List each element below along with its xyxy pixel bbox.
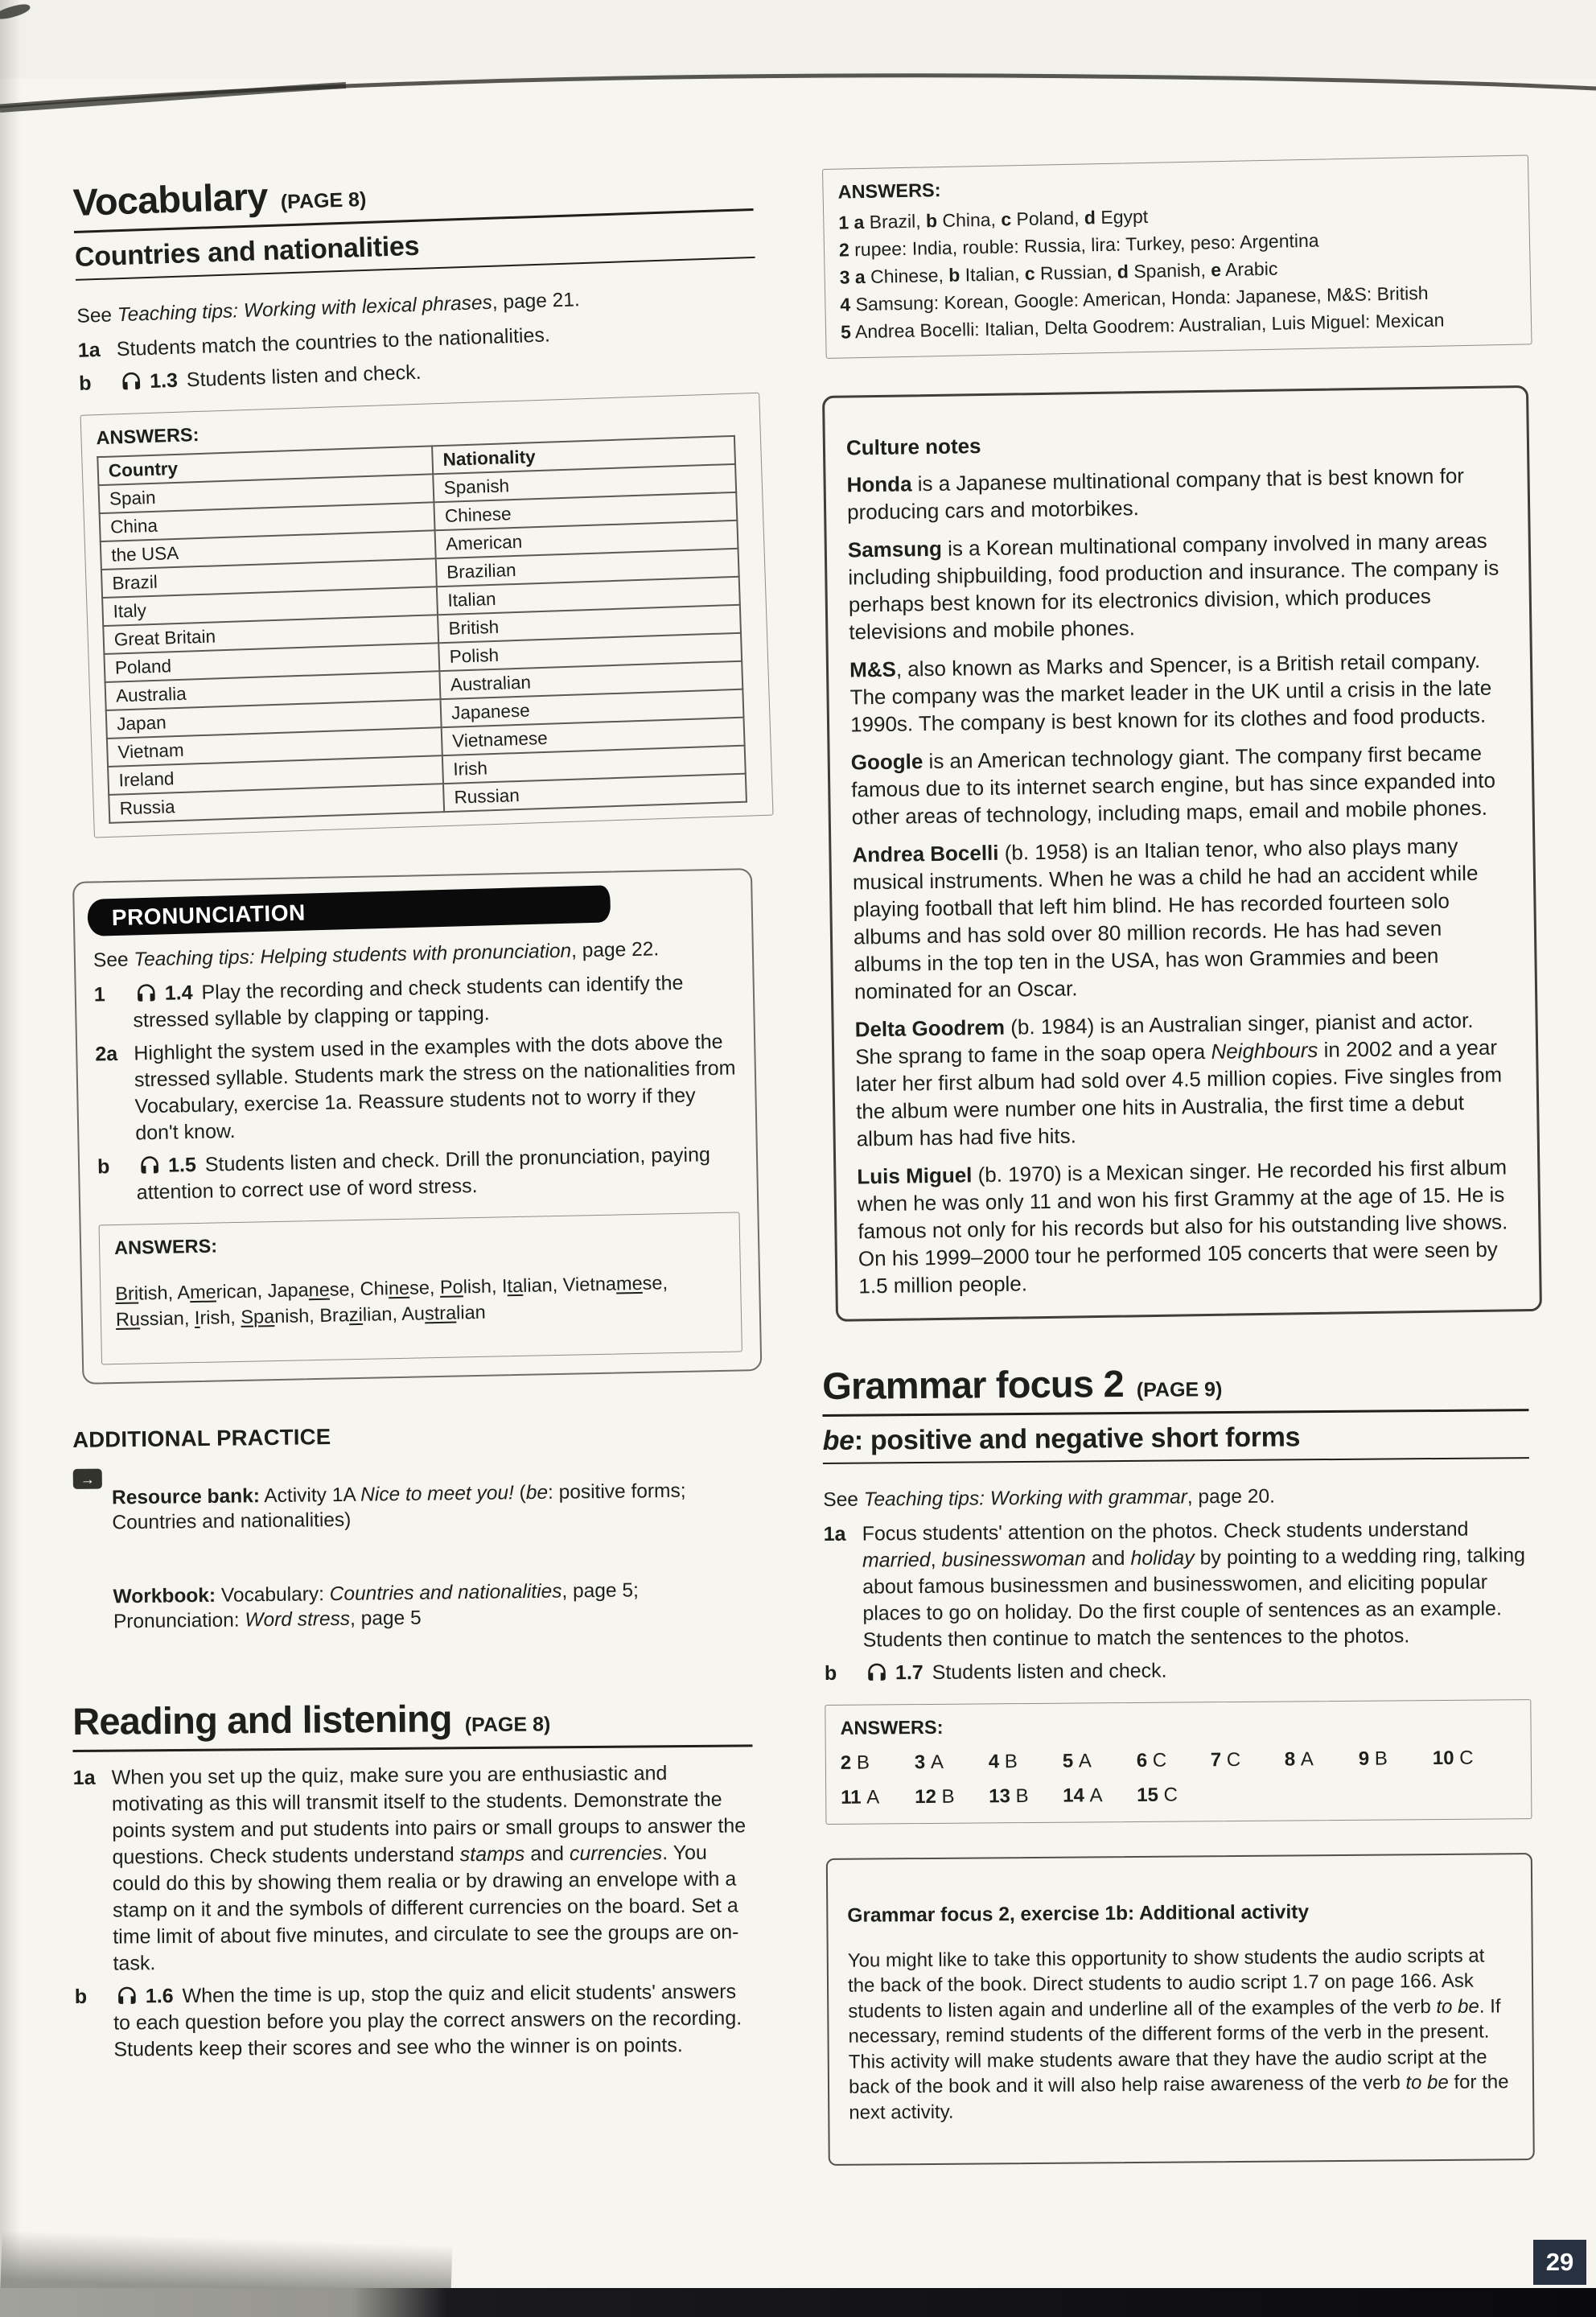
reading-listening-heading bbox=[72, 1698, 752, 1753]
text-line: Honda is a Japanese multinational company that is best known for producing cars and motorbikes. bbox=[846, 463, 1465, 525]
page-number bbox=[1533, 2240, 1586, 2285]
step-text: 1.7 Students listen and check. bbox=[863, 1655, 1531, 1687]
culture-notes-box bbox=[822, 385, 1542, 1322]
answers-label: ANSWERS: bbox=[837, 179, 941, 203]
answer-pair: 7 C bbox=[1210, 1749, 1241, 1772]
scan-top-margin bbox=[0, 0, 1596, 79]
table-cell: Chinese bbox=[434, 492, 737, 530]
answer-pair: 2 B bbox=[840, 1751, 870, 1775]
arrow-right-icon: → bbox=[80, 1471, 95, 1488]
table-cell: Ireland bbox=[108, 755, 443, 795]
exercise-step bbox=[95, 1029, 738, 1148]
banner-label: PRONUNCIATION bbox=[111, 899, 306, 930]
answer-pair: 3 A bbox=[914, 1751, 944, 1774]
step-text: 1.3 Students listen and check. bbox=[117, 348, 759, 396]
table-cell: Poland bbox=[104, 643, 439, 682]
answer-pair: 14 A bbox=[1063, 1784, 1103, 1807]
pronunciation-section bbox=[72, 868, 762, 1385]
step-number: 1a bbox=[77, 339, 101, 363]
additional-activity-title: Grammar focus 2, exercise 1b: Additional activity bbox=[847, 1901, 1310, 1927]
exercise-steps bbox=[77, 315, 759, 397]
answers-label: ANSWERS: bbox=[113, 1235, 218, 1259]
text-line: 2 rupee: India, rouble: Russia, lira: Turkey, peso: Argentina bbox=[838, 229, 1319, 261]
table-cell: American bbox=[435, 521, 738, 558]
exercise-step bbox=[825, 1655, 1531, 1687]
answers-row bbox=[841, 1744, 1516, 1776]
grammar-focus-section bbox=[822, 1361, 1535, 2166]
step-number: 1 bbox=[93, 983, 106, 1006]
resource-bank-icon bbox=[73, 1469, 102, 1489]
step-text: When you set up the quiz, make sure you are enthusiastic and motivating as this will transmit itself to the students. Demonstrate the points system and put students into pairs or small groups to answer the questions. Check students understand stamps and currencies. You could do this by showing them realia or by drawing an envelope with a stamp on it and the symbols of different currencies on the board. Set a time limit of about five minutes, and circulate to see the groups are on-task. bbox=[111, 1762, 747, 1975]
table-cell: Brazilian bbox=[436, 549, 739, 586]
step-number: b bbox=[74, 1986, 88, 2009]
answer-pair: 4 B bbox=[988, 1751, 1018, 1773]
exercise-steps bbox=[824, 1516, 1532, 1687]
scan-bottom-bar bbox=[0, 2288, 1596, 2317]
audio-track-number: 1.7 bbox=[895, 1661, 923, 1685]
answer-pair: 11 A bbox=[841, 1786, 880, 1809]
step-number: b bbox=[78, 372, 92, 396]
answer-pair: 12 B bbox=[915, 1785, 955, 1809]
exercise-step bbox=[94, 969, 736, 1035]
culture-notes-title: Culture notes bbox=[845, 434, 981, 460]
table-cell: Australian bbox=[439, 661, 742, 699]
exercise-steps bbox=[94, 969, 739, 1208]
answer-pair: 5 A bbox=[1062, 1750, 1092, 1772]
step-text: 1.6 When the time is up, stop the quiz and elicit students' answers to each question before you play the correct answers on the recording. Students keep their scores and see who the winner is on points. bbox=[113, 1980, 742, 2061]
answers-box bbox=[99, 1212, 742, 1365]
exercise-steps bbox=[73, 1760, 755, 2064]
additional-practice-section bbox=[72, 1418, 755, 1654]
grammar-focus-heading bbox=[822, 1361, 1528, 1417]
headphones-icon bbox=[115, 1985, 139, 2009]
audio-track-number: 1.3 bbox=[149, 369, 179, 393]
table-cell: Polish bbox=[438, 633, 742, 671]
lesson-subtitle: be: positive and negative short forms bbox=[823, 1422, 1529, 1464]
resource-bank-text: Resource bank: Activity 1A Nice to meet you! (be: positive forms; Countries and nationalities) bbox=[111, 1480, 686, 1534]
text-line: Andrea Bocelli (b. 1958) is an Italian tenor, who also plays many musical instruments. When he was a child he had an accident while playing football that left him blind. He has recorded fourteen solo albums and has sold over 80 million records. He has had seven albums in the top ten in the USA, has won Grammies and been nominated for an Oscar. bbox=[852, 833, 1479, 1004]
resource-bank-item bbox=[73, 1458, 754, 1555]
table-cell: Japanese bbox=[441, 689, 744, 727]
vocabulary-heading bbox=[72, 161, 754, 233]
text-line: 5 Andrea Bocelli: Italian, Delta Goodrem: Australian, Luis Miguel: Mexican bbox=[840, 309, 1445, 343]
page-reference: (PAGE 8) bbox=[280, 187, 367, 214]
quiz-answers-lines bbox=[838, 197, 1516, 345]
table-cell: Great Britain bbox=[103, 615, 438, 654]
table-cell: Irish bbox=[442, 746, 746, 784]
additional-activity-box bbox=[826, 1853, 1535, 2166]
audio-track-number: 1.4 bbox=[164, 982, 193, 1005]
step-number: 2a bbox=[95, 1043, 118, 1066]
step-number: 1a bbox=[823, 1522, 846, 1546]
answer-pair: 6 C bbox=[1136, 1749, 1167, 1772]
headphones-icon bbox=[134, 982, 159, 1006]
text-line: Samsung is a Korean multinational company involved in many areas including shipbuilding, food production and insurance. The company is perhaps best known for its electronics division, which produces televisions and mobile phones. bbox=[847, 528, 1499, 644]
table-cell: Japan bbox=[106, 699, 442, 739]
step-text: Focus students' attention on the photos. Check students understand married, businesswoman and holiday by pointing to a wedding ring, talking about famous businessmen and businesswomen, and eliciting popular places to go on holiday. Do the first couple of sentences as an example. Students then continue to match the sentences to the photos. bbox=[862, 1517, 1526, 1652]
table-cell: Italy bbox=[102, 586, 438, 626]
section-title: Vocabulary bbox=[72, 174, 269, 224]
table-cell: Brazil bbox=[101, 558, 437, 598]
table-cell: British bbox=[438, 605, 741, 643]
left-column bbox=[72, 174, 752, 2070]
culture-notes-paragraphs bbox=[846, 461, 1518, 1299]
workbook-item bbox=[74, 1557, 755, 1654]
text-line: Luis Miguel (b. 1970) is a Mexican singer. He recorded his first album when he was only 11 and won his first Grammy at the age of 15. He is famous not only for his records but also for his outstanding live shows. On his 1999–2000 tour he performed 105 concerts that were seen by 1.5 million people. bbox=[857, 1154, 1508, 1298]
voc-table-body bbox=[98, 464, 746, 823]
text-line: 4 Samsung: Korean, Google: American, Honda: Japanese, M&S: British bbox=[840, 282, 1429, 315]
text-line: Delta Goodrem (b. 1984) is an Australian singer, pianist and actor. She sprang to fame in the soap opera Neighbours in 2002 and a year later her first album had sold over 4.5 million copies. Five singles from the album were number one hits in Australia, the first time a debut album has had five hits. bbox=[854, 1008, 1503, 1151]
table-cell: Spain bbox=[98, 475, 434, 514]
additional-practice-title: ADDITIONAL PRACTICE bbox=[72, 1424, 331, 1453]
exercise-step bbox=[97, 1142, 739, 1208]
column-header: Country bbox=[97, 447, 433, 486]
grammar-answer-rows bbox=[841, 1744, 1517, 1811]
teaching-tip-reference: See Teaching tips: Helping students with pronunciation, page 22. bbox=[93, 938, 660, 972]
table-cell: China bbox=[100, 503, 435, 542]
reading-listening-section bbox=[72, 1698, 755, 2064]
page-reference: (PAGE 8) bbox=[464, 1713, 551, 1737]
table-cell: Spanish bbox=[433, 464, 736, 502]
table-cell: Russian bbox=[443, 774, 747, 812]
stressed-words-list: British, American, Japanese, Chinese, Polish, Italian, Vietnamese, Russian, Irish, Spanish, Brazilian, Australian bbox=[115, 1271, 668, 1330]
audio-track-number: 1.5 bbox=[167, 1154, 197, 1177]
section-title: Grammar focus 2 bbox=[821, 1362, 1124, 1407]
headphones-icon bbox=[138, 1154, 162, 1179]
table-cell: Italian bbox=[437, 577, 740, 615]
scan-left-shadow bbox=[0, 0, 21, 2317]
table-cell: Vietnam bbox=[107, 727, 442, 767]
step-text: Highlight the system used in the examples with the dots above the stressed syllable. Students mark the stress on the nationalities from Vocabulary, exercise 1a. Reassure students not to worry if they don't know. bbox=[134, 1031, 736, 1145]
pronunciation-banner bbox=[87, 886, 611, 937]
column-header: Nationality bbox=[432, 436, 735, 474]
step-number: 1a bbox=[72, 1766, 96, 1790]
page-reference: (PAGE 9) bbox=[1136, 1378, 1223, 1401]
right-column bbox=[822, 169, 1528, 2166]
page-number-value: 29 bbox=[1545, 2248, 1574, 2276]
grammar-answers-box bbox=[825, 1699, 1532, 1825]
answer-pair: 10 C bbox=[1432, 1747, 1474, 1770]
step-text: 1.5 Students listen and check. Drill the pronunciation, paying attention to correct use of word stress. bbox=[136, 1143, 711, 1204]
step-number: b bbox=[824, 1662, 837, 1685]
vocabulary-section bbox=[72, 161, 774, 838]
section-title: Reading and listening bbox=[72, 1697, 452, 1743]
answers-row bbox=[841, 1779, 1516, 1811]
countries-nationalities-table bbox=[97, 435, 747, 824]
text-line: Google is an American technology giant. The company first became famous due to its internet search engine, but has since expanded into other areas of technology, including maps, email and mobile phones. bbox=[850, 740, 1496, 829]
answer-pair: 13 B bbox=[989, 1785, 1029, 1808]
answer-pair: 8 A bbox=[1284, 1748, 1314, 1771]
text-line: 3 a Chinese, b Italian, c Russian, d Spanish, e Arabic bbox=[839, 257, 1278, 288]
step-text: 1.4 Play the recording and check students can identify the stressed syllable by clapping or tapping. bbox=[133, 972, 684, 1032]
answers-label: ANSWERS: bbox=[840, 1717, 944, 1739]
lesson-subtitle: Countries and nationalities bbox=[75, 222, 755, 281]
headphones-icon bbox=[119, 369, 144, 394]
step-number: b bbox=[97, 1155, 110, 1179]
table-cell: Australia bbox=[105, 671, 441, 710]
exercise-step bbox=[73, 1760, 755, 1978]
teaching-tip-reference: See Teaching tips: Working with lexical phrases, page 21. bbox=[76, 289, 581, 328]
answer-pair: 15 C bbox=[1137, 1784, 1178, 1807]
headphones-icon bbox=[865, 1661, 889, 1685]
audio-track-number: 1.6 bbox=[145, 1985, 174, 2008]
answer-pair: 9 B bbox=[1358, 1747, 1388, 1770]
table-cell: the USA bbox=[101, 531, 436, 570]
step-text: Students match the countries to the nationalities. bbox=[116, 323, 551, 361]
additional-activity-text: You might like to take this opportunity to show students the audio scripts at the back of the book. Direct students to audio script 1.7 on page 166. Ask students to listen again and underline all of the examples of the verb to be. If necessary, remind students of the different forms of the verb in the present. This activity will make students aware that they have the audio script at the back of the book and it will also help raise awareness of the verb to be for the next activity. bbox=[847, 1945, 1509, 2124]
text-line: 1 a Brazil, b China, c Poland, d Egypt bbox=[838, 205, 1149, 233]
table-cell: Russia bbox=[109, 784, 444, 823]
table-cell: Vietnamese bbox=[442, 718, 745, 755]
exercise-step bbox=[75, 1979, 755, 2064]
quiz-answers-box bbox=[822, 154, 1532, 359]
scan-top-edge bbox=[0, 69, 1596, 126]
answers-box bbox=[80, 393, 774, 838]
teaching-tip-reference: See Teaching tips: Working with grammar, page 20. bbox=[823, 1485, 1275, 1512]
text-line: M&S, also known as Marks and Spencer, is a British retail company. The company was the market leader in the UK until a crisis in the late 1990s. The company is best known for its clothes and food products. bbox=[849, 648, 1492, 737]
workbook-text: Workbook: Vocabulary: Countries and nationalities, page 5; Pronunciation: Word stress, page 5 bbox=[113, 1579, 639, 1633]
answers-label: ANSWERS: bbox=[96, 424, 200, 449]
exercise-step bbox=[824, 1516, 1531, 1654]
